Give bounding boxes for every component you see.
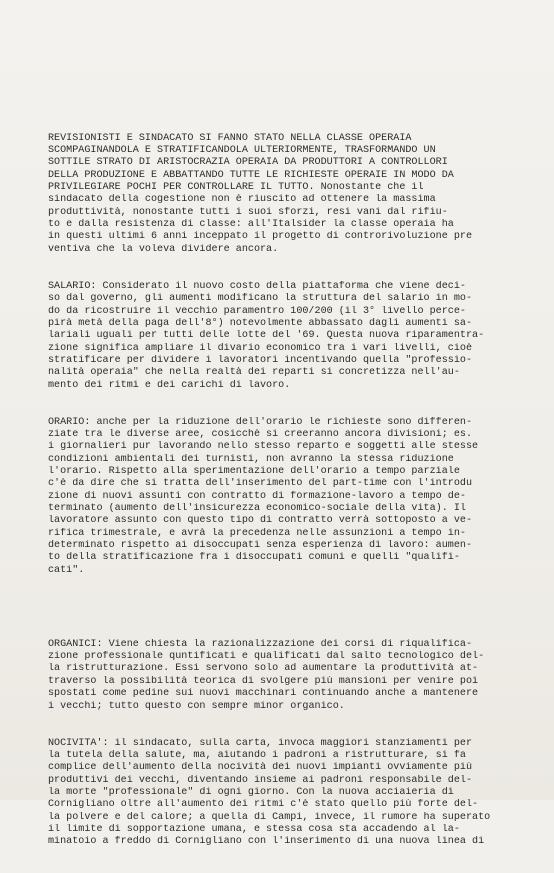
text-line: PRIVILEGIARE POCHI PER CONTROLLARE IL TUTTO. Nonostante che il bbox=[48, 182, 424, 194]
text-line: ventiva che la voleva dividere ancora. bbox=[48, 243, 279, 255]
text-line: minatoio a freddo di Cornigliano con l'inserimento di una nuova linea di bbox=[48, 836, 485, 848]
text-line: ORARIO: anche per la riduzione dell'orario le richieste sono differen- bbox=[48, 416, 473, 428]
organici-paragraph bbox=[48, 639, 524, 713]
text-line: i vecchi; tutto questo con sempre minor organico. bbox=[48, 700, 345, 712]
text-line: Cornigliano oltre all'aumento dei ritmi c'è stato quello più forte del- bbox=[48, 799, 479, 811]
text-line: complice dell'aumento della nocività dei nuovi impianti ovviamente più bbox=[48, 762, 473, 774]
text-line: nalità operaia" che nella realtà dei reparti si concretizza nell'au- bbox=[48, 367, 460, 379]
text-line: do da ricostruire il vecchio paramentro 100/200 (il 3° livello perce- bbox=[48, 305, 466, 317]
text-line: la polvere e del calore; a quella di Campi, invece, il rumore ha superato bbox=[48, 811, 491, 823]
text-line: to e dalla resistenza di classe: all'Italsider la classe operaia ha bbox=[48, 219, 454, 231]
nocivita-paragraph bbox=[48, 738, 524, 849]
text-line: SCOMPAGINANDOLA E STRATIFICANDOLA ULTERIORMENTE, TRASFORMANDO UN bbox=[48, 145, 436, 157]
text-line: rifica trimestrale, e avrà la precedenza nelle assunzioni a tempo in- bbox=[48, 527, 466, 539]
text-line: sindacato della cogestione non è riuscito ad ottenere la massima bbox=[48, 194, 436, 206]
text-line: il limite di sopportazione umana, e stessa cosa sta accadendo al la- bbox=[48, 823, 460, 835]
text-line: la ristrutturazione. Essi servono solo ad aumentare la produttività at- bbox=[48, 663, 479, 675]
text-line: to della stratificazione fra i disoccupati comuni e quelli "qualifi- bbox=[48, 552, 460, 564]
intro-paragraph bbox=[48, 133, 524, 256]
text-line: zione di nuovi assunti con contratto di formazione-lavoro a tempo de- bbox=[48, 490, 466, 502]
text-line: so dal governo, gli aumenti modificano la struttura del salario in mo- bbox=[48, 293, 473, 305]
paragraph-gap bbox=[48, 602, 524, 614]
text-line: i giornalieri pur lavorando nello stesso reparto e soggetti alle stesse bbox=[48, 441, 479, 453]
text-line: DELLA PRODUZIONE E ABBATTANDO TUTTE LE RICHIESTE OPERAIE IN MODO DA bbox=[48, 169, 454, 181]
text-line: SALARIO: Considerato il nuovo costo della piattaforma che viene deci- bbox=[48, 280, 466, 292]
text-line: SOTTILE STRATO DI ARISTOCRAZIA OPERAIA DA PRODUTTORI A CONTROLLORI bbox=[48, 157, 448, 169]
text-line: cati". bbox=[48, 564, 85, 576]
text-line: zione professionale quntificati e qualificati dal salto tecnologico del- bbox=[48, 651, 485, 663]
text-line: stratificare per dividere i lavoratori incentivando quella "professio- bbox=[48, 354, 473, 366]
text-line: in questi ultimi 6 anni inceppato il progetto di controrivoluzione pre bbox=[48, 231, 473, 243]
salario-paragraph bbox=[48, 281, 524, 392]
text-line: produttività, nonostante tutti i suoi sforzi, resi vani dal rifiu- bbox=[48, 206, 448, 218]
text-line: l'orario. Rispetto alla sperimentazione dell'orario a tempo parziale bbox=[48, 465, 460, 477]
text-line: lariali uguali per tutti delle lotte del '69. Questa nuova riparamentra- bbox=[48, 330, 485, 342]
document-body bbox=[48, 108, 524, 873]
text-line: lavoratore assunto con questo tipo di contratto verrà sottoposto a ve- bbox=[48, 515, 473, 527]
text-line: ziate tra le diverse aree, cosicchè si creeranno ancora divisioni; es. bbox=[48, 428, 473, 440]
text-line: la tutela della salute, ma, aiutando i padroni a ristrutturare, si fa bbox=[48, 749, 466, 761]
text-line: NOCIVITA': il sindacato, sulla carta, invoca maggiori stanziamenti per bbox=[48, 737, 473, 749]
text-line: spostati come pedine sui nuovi macchinari continuando anche a mantenere bbox=[48, 688, 479, 700]
text-line: terminato (aumento dell'insicurezza economico-sociale della vita). Il bbox=[48, 503, 466, 514]
text-line: la morte "professionale" di ogni giorno. Con la nuova acciaieria di bbox=[48, 786, 454, 798]
text-line: determinato rispetto ai disoccupati senza esperienza di lavoro: aumen- bbox=[48, 540, 473, 552]
text-line: ORGANICI: Viene chiesta la razionalizzazione dei corsi di riqualifica- bbox=[48, 638, 473, 650]
text-line: REVISIONISTI E SINDACATO SI FANNO STATO NELLA CLASSE OPERAIA bbox=[48, 132, 412, 144]
text-line: pirà metà della paga dell'8°) notevolmente abbassato dagli aumenti sa- bbox=[48, 317, 473, 329]
text-line: traverso la possibilità teorica di svolgere più mansioni per venire poi bbox=[48, 675, 479, 687]
orario-paragraph bbox=[48, 417, 524, 577]
text-line: zione significa ampliare il divario economico tra i vari livelli, cioè bbox=[48, 342, 473, 354]
text-line: produttivi dei vecchi, diventando insieme ai padroni responsabile del- bbox=[48, 774, 473, 786]
text-line: condizioni ambientali dei turnisti, non avranno la stessa riduzione bbox=[48, 453, 454, 465]
text-line: c'è da dire che si tratta dell'inserimento del part-time con l'introdu bbox=[48, 478, 473, 490]
text-line: mento dei ritmi e dei carichi di lavoro. bbox=[48, 379, 291, 391]
